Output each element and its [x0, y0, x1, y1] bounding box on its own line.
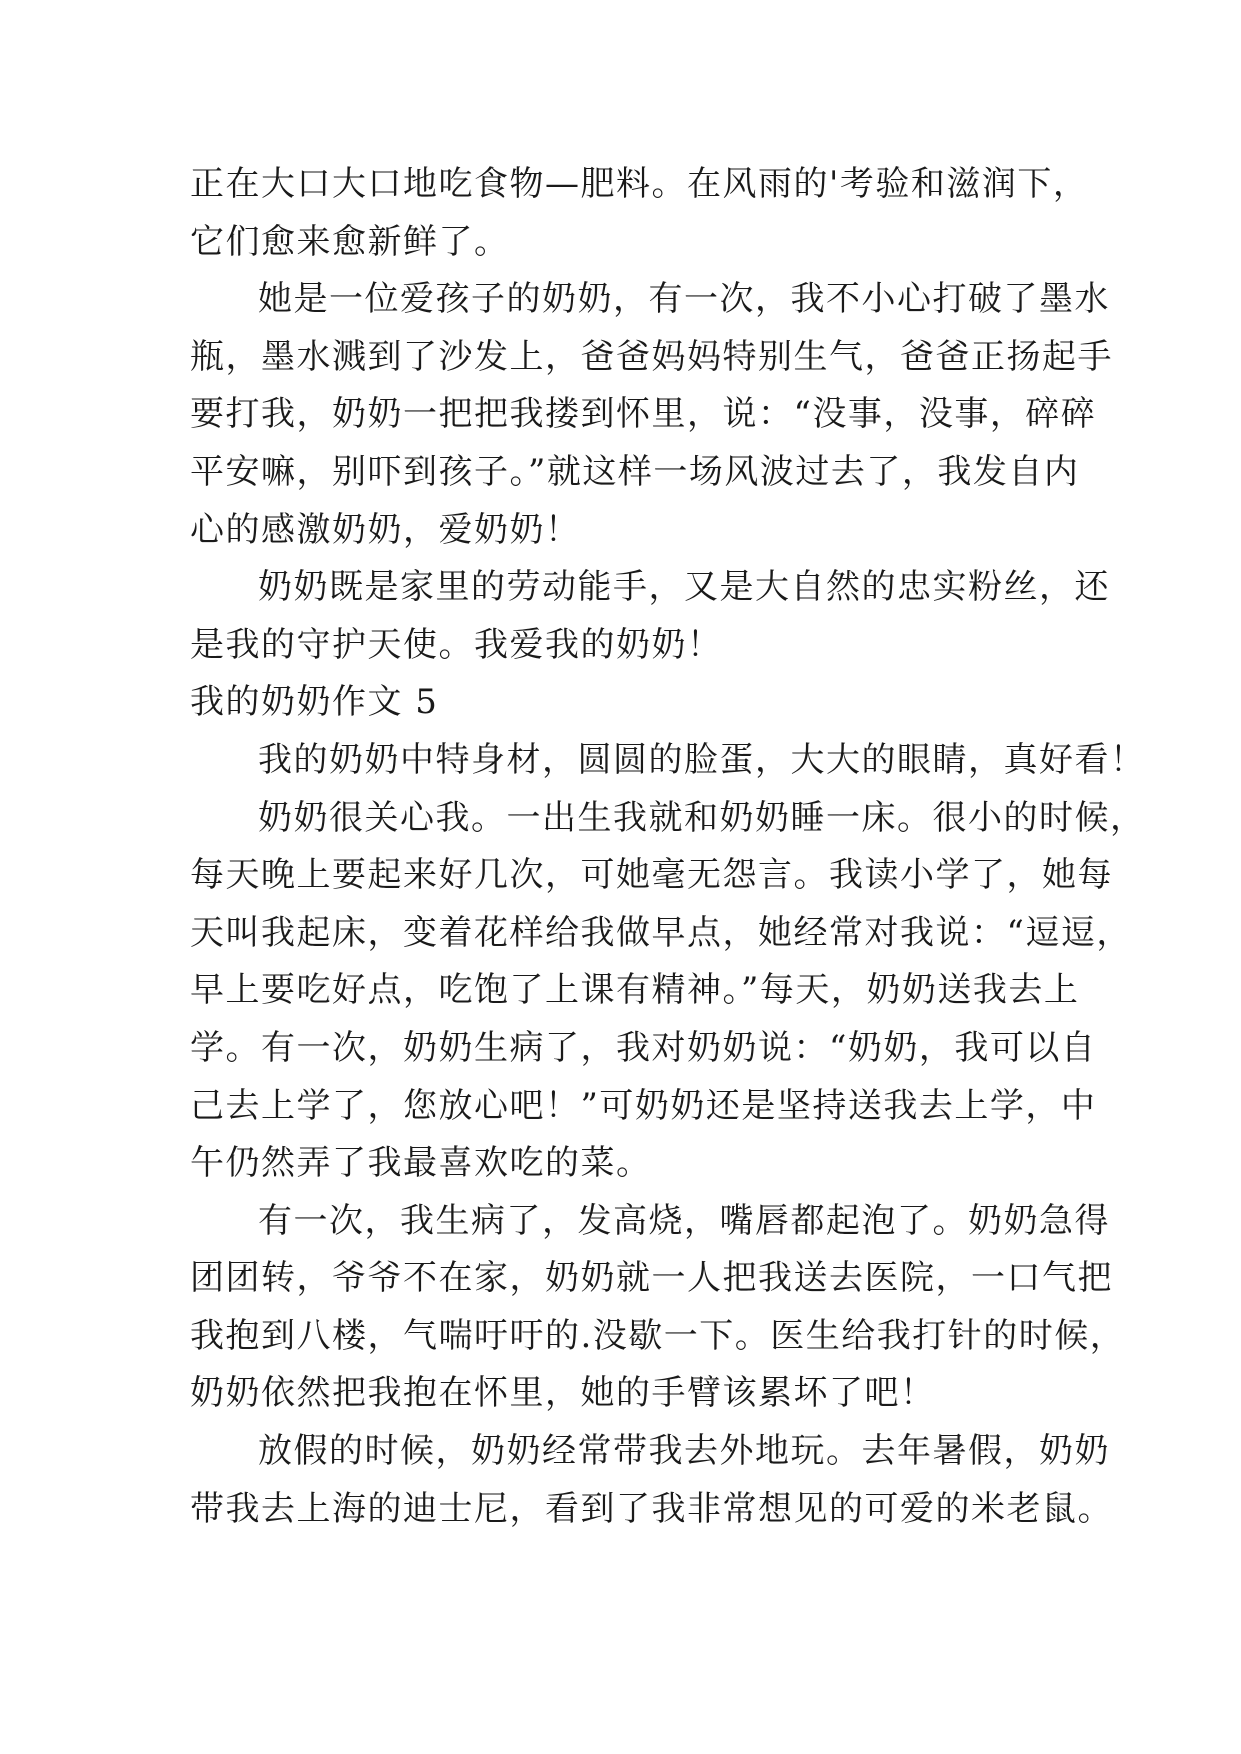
- text-line: 午仍然弄了我最喜欢吃的菜。: [190, 1143, 652, 1184]
- text-line: 正在大口大口地吃食物—肥料。在风雨的'考验和滋润下，: [190, 164, 1089, 204]
- paragraph-start-line: 奶奶既是家里的劳动能手，又是大自然的忠实粉丝，还: [258, 567, 1110, 608]
- text-line: 天叫我起床，变着花样给我做早点，她经常对我说：“逗逗，: [190, 912, 1132, 953]
- paragraph-start-line: 有一次，我生病了，发高烧，嘴唇都起泡了。奶奶急得: [258, 1200, 1110, 1241]
- text-line: 平安嘛，别吓到孩子。”就这样一场风波过去了，我发自内: [190, 451, 1080, 492]
- text-line: 早上要吃好点，吃饱了上课有精神。”每天，奶奶送我去上: [190, 970, 1080, 1011]
- paragraph-start-line: 奶奶很关心我。一出生我就和奶奶睡一床。很小的时候，: [258, 797, 1146, 838]
- text-line: 是我的守护天使。我爱我的奶奶！: [190, 624, 723, 665]
- text-line: 团团转，爷爷不在家，奶奶就一人把我送去医院，一口气把: [190, 1258, 1113, 1299]
- text-line: 带我去上海的迪士尼，看到了我非常想见的可爱的米老鼠。: [190, 1488, 1113, 1529]
- text-line: 心的感激奶奶，爱奶奶！: [190, 509, 581, 550]
- text-line: 要打我，奶奶一把把我搂到怀里，说：“没事，没事，碎碎: [190, 394, 1097, 435]
- paragraph-start-line: 她是一位爱孩子的奶奶，有一次，我不小心打破了墨水: [258, 279, 1110, 320]
- text-line: 奶奶依然把我抱在怀里，她的手臂该累坏了吧！: [190, 1373, 936, 1414]
- text-line: 学。有一次，奶奶生病了，我对奶奶说：“奶奶，我可以自: [190, 1027, 1097, 1068]
- document-page: [190, 156, 1146, 1538]
- text-line: 瓶，墨水溅到了沙发上，爸爸妈妈特别生气，爸爸正扬起手: [190, 336, 1113, 377]
- paragraph-start-line: 放假的时候，奶奶经常带我去外地玩。去年暑假，奶奶: [258, 1431, 1110, 1472]
- paragraph-start-line: 我的奶奶中特身材，圆圆的脸蛋，大大的眼睛，真好看！: [258, 739, 1146, 780]
- text-line: 每天晚上要起来好几次，可她毫无怨言。我读小学了，她每: [190, 855, 1113, 896]
- text-line: 我抱到八楼，气喘吁吁的.没歇一下。医生给我打针的时候，: [190, 1315, 1126, 1356]
- section-heading: 我的奶奶作文 5: [190, 682, 439, 723]
- text-line: 己去上学了，您放心吧！”可奶奶还是坚持送我去上学，中: [190, 1085, 1097, 1126]
- text-line: 它们愈来愈新鲜了。: [190, 221, 510, 262]
